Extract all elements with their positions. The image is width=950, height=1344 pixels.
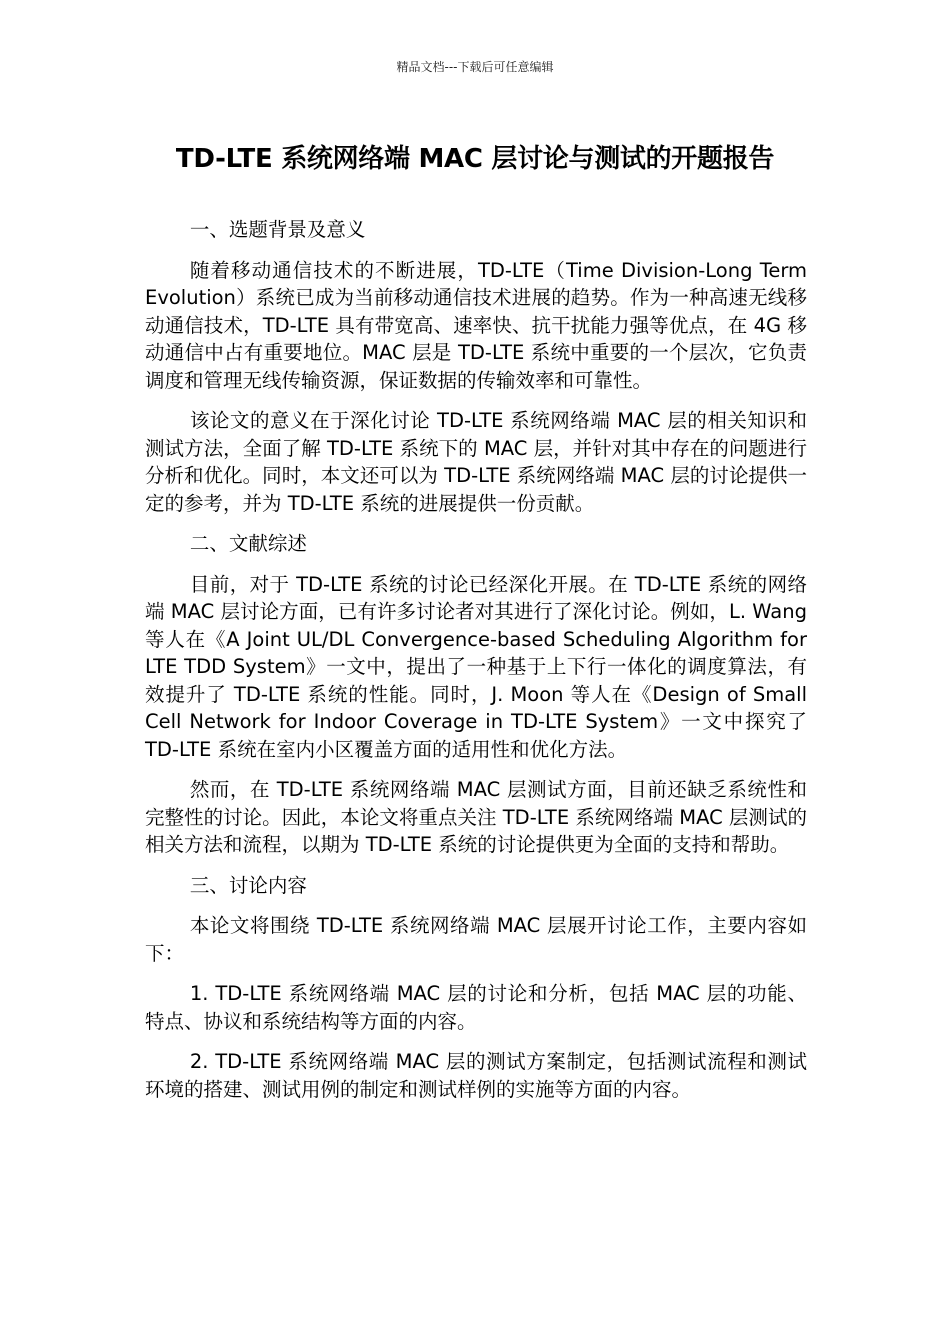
section-heading-literature: 二、文献综述 (189, 532, 307, 555)
header-note: 精品文档---下载后可任意编辑 (396, 60, 554, 74)
section-heading-content: 三、讨论内容 (189, 873, 307, 897)
paragraph-literature-1: 目前，对于 TD-LTE 系统的讨论已经深化开展。在 TD-LTE 系统的网络端 MAC 层讨论方面，已有许多讨论者对其进行了深化讨论。例如，L. Wang 等人在《A Joint UL/DL Convergence-based Scheduling Algorithm for LTE TDD System》一文中，提出了一种基于上下行一体化的调度算法，有效提升了 TD-LTE 系统的性能。同时，J. Moon 等人在《Design of Small Cell Network for Indoor Coverage in TD-LTE System》一文中探究了 TD-LTE 系统在室内小区覆盖方面的适用性和优化方法。 (145, 572, 807, 761)
paragraph-literature-2: 然而，在 TD-LTE 系统网络端 MAC 层测试方面，目前还缺乏系统性和完整性的讨论。因此，本论文将重点关注 TD-LTE 系统网络端 MAC 层测试的相关方法和流程，以期为 TD-LTE 系统的讨论提供更为全面的支持和帮助。 (145, 778, 807, 856)
document-title: TD-LTE 系统网络端 MAC 层讨论与测试的开题报告 (175, 144, 775, 174)
list-item-content-2: 2. TD-LTE 系统网络端 MAC 层的测试方案制定，包括测试流程和测试环境的搭建、测试用例的制定和测试样例的实施等方面的内容。 (145, 1050, 807, 1101)
document-body (145, 216, 807, 1116)
paragraph-content-intro: 本论文将围绕 TD-LTE 系统网络端 MAC 层展开讨论工作，主要内容如下： (145, 914, 807, 965)
paragraph-background-1: 随着移动通信技术的不断进展，TD-LTE（Time Division-Long Term Evolution）系统已成为当前移动通信技术进展的趋势。作为一种高速无线移动通信技术，TD-LTE 具有带宽高、速率快、抗干扰能力强等优点，在 4G 移动通信中占有重要地位。MAC 层是 TD-LTE 系统中重要的一个层次，它负责调度和管理无线传输资源，保证数据的传输效率和可靠性。 (145, 258, 807, 392)
section-heading-background: 一、选题背景及意义 (189, 218, 366, 241)
list-item-content-1: 1. TD-LTE 系统网络端 MAC 层的讨论和分析，包括 MAC 层的功能、特点、协议和系统结构等方面的内容。 (145, 982, 807, 1033)
paragraph-background-2: 该论文的意义在于深化讨论 TD-LTE 系统网络端 MAC 层的相关知识和测试方法，全面了解 TD-LTE 系统下的 MAC 层，并针对其中存在的问题进行分析和优化。同时，本文还可以为 TD-LTE 系统网络端 MAC 层的讨论提供一定的参考，并为 TD-LTE 系统的进展提供一份贡献。 (145, 409, 807, 515)
